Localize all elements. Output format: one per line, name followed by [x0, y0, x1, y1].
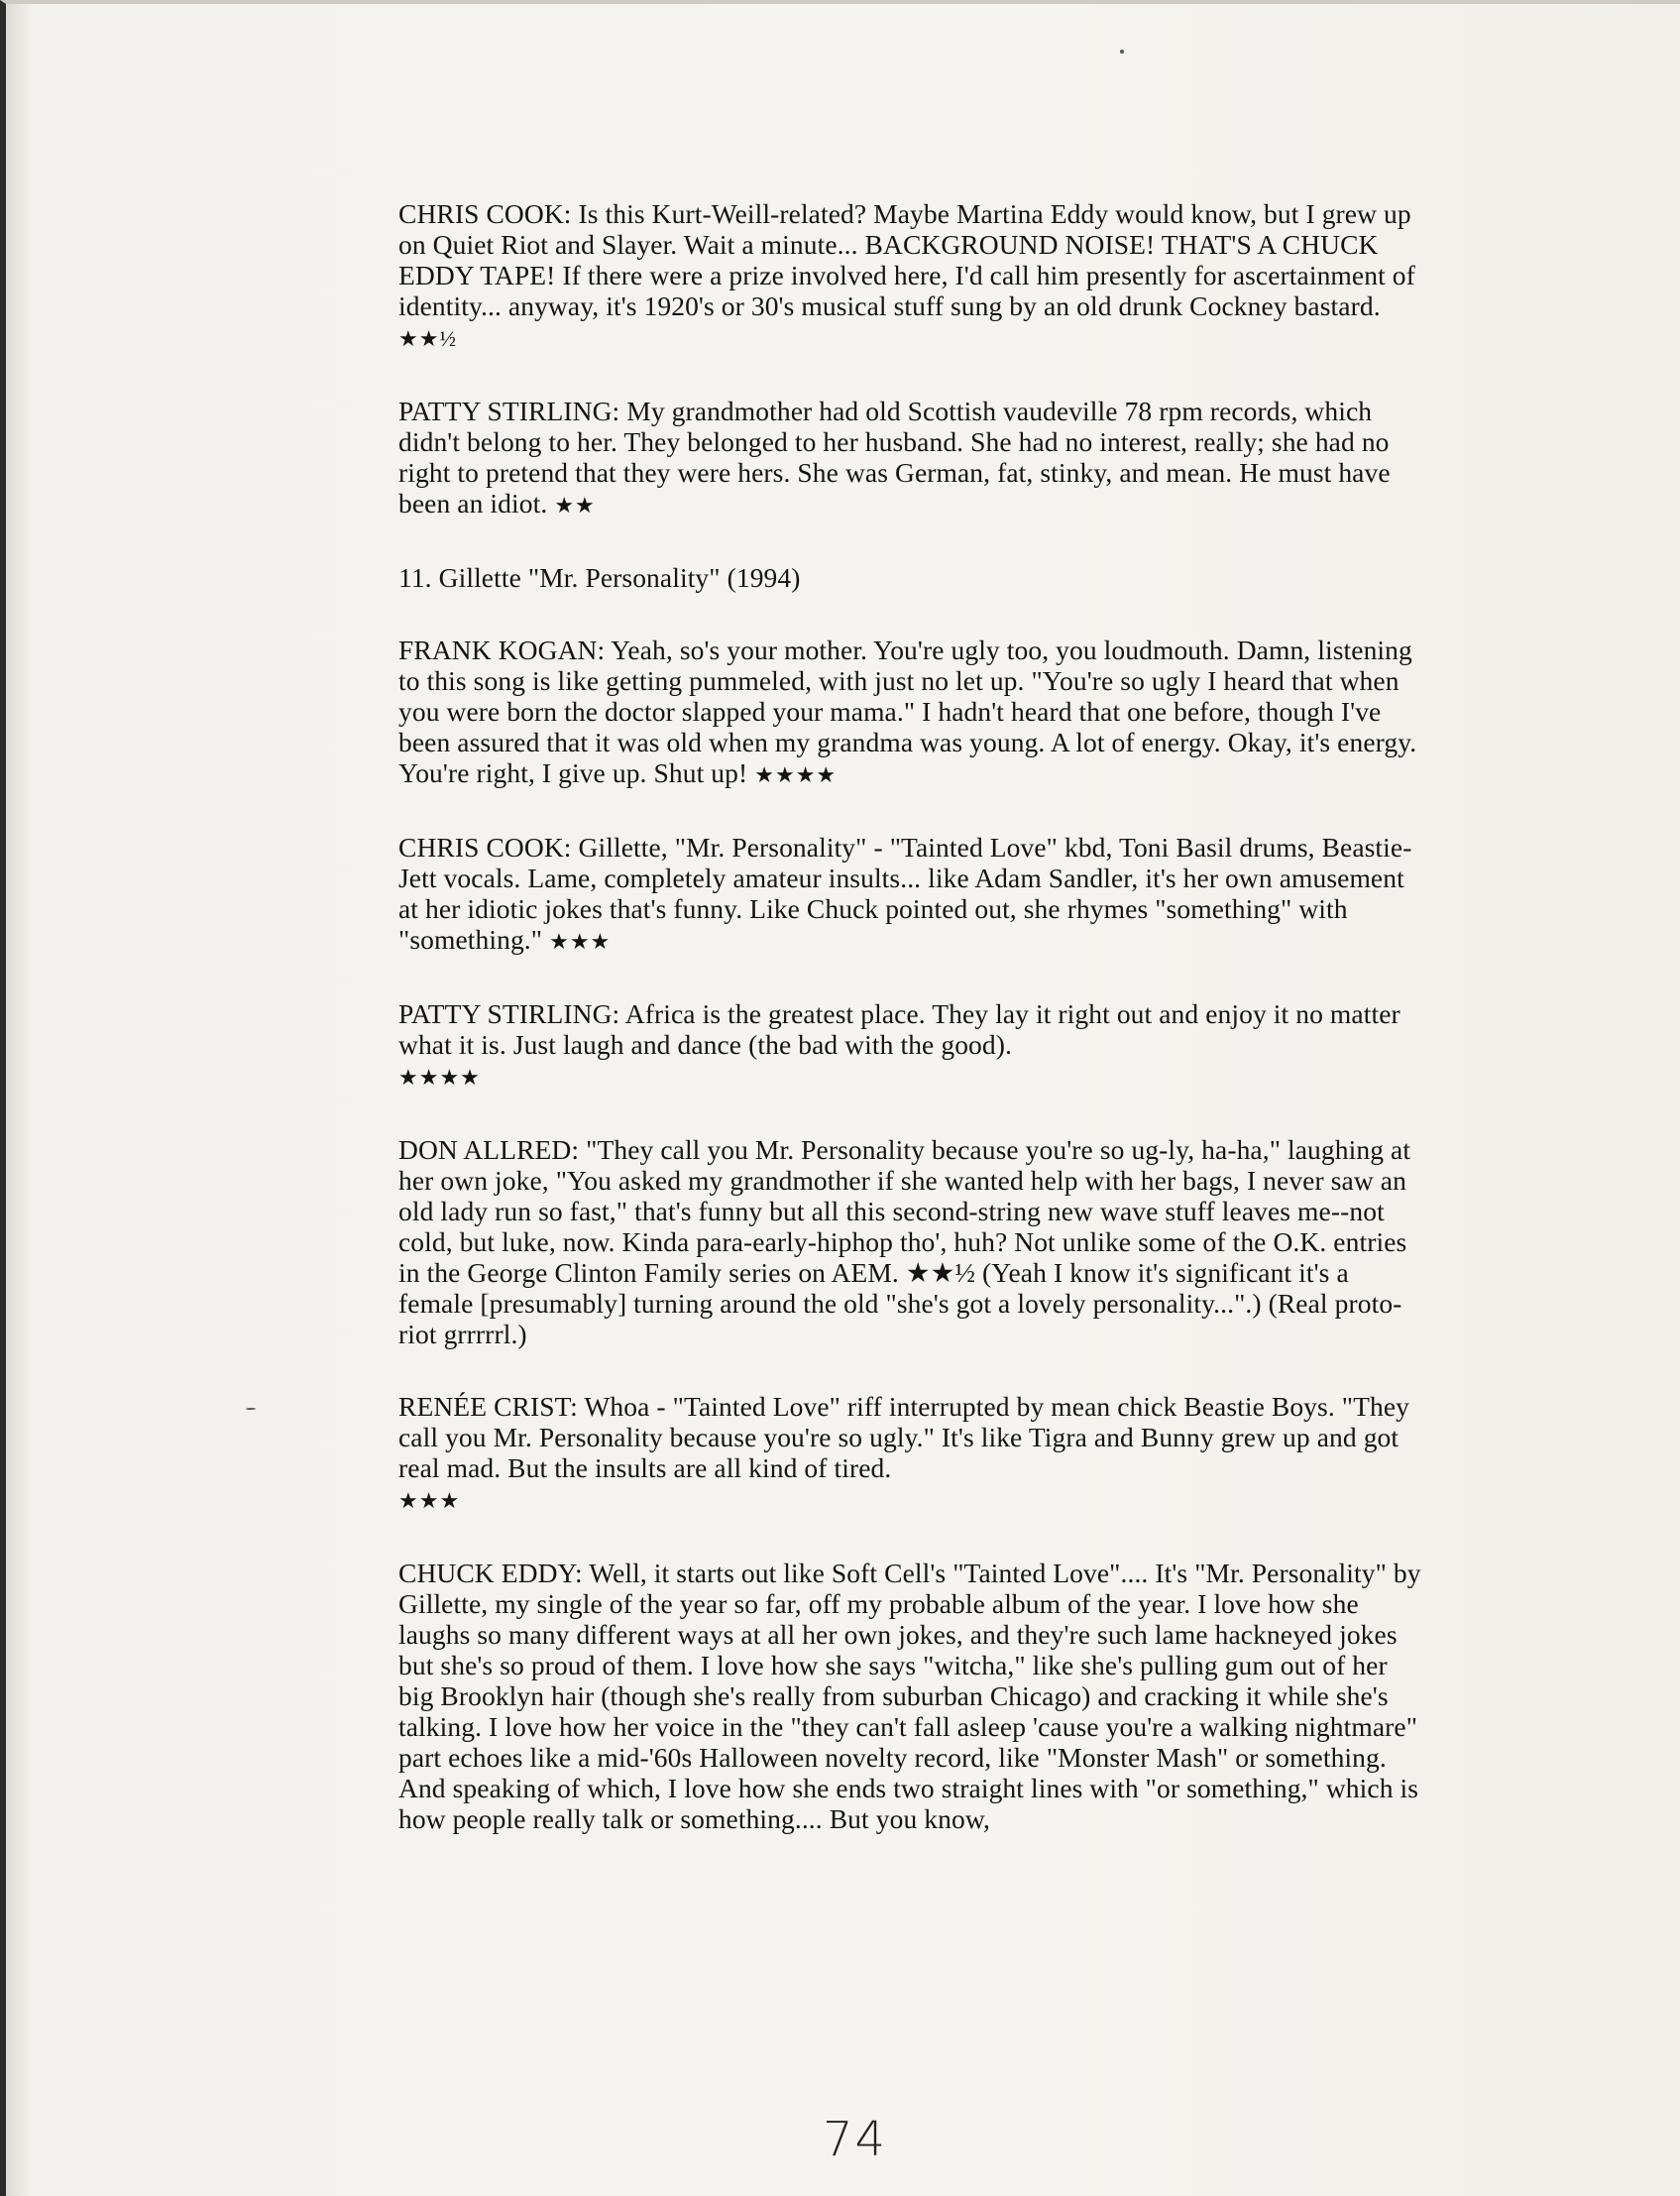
page-number: 74 — [823, 2112, 888, 2167]
reviewer-name: RENÉE CRIST: — [398, 1391, 578, 1422]
rating-stars: ★★★ — [398, 1488, 461, 1513]
review-entry — [398, 1558, 1429, 1834]
rating-stars: ★★★★ — [398, 1065, 481, 1090]
rating-stars: ★★ — [554, 493, 596, 518]
document-body — [398, 198, 1429, 1876]
review-entry — [398, 832, 1429, 957]
reviewer-name: CHRIS COOK: — [398, 832, 572, 863]
reviewer-name: CHRIS COOK: — [398, 198, 572, 229]
reviewer-name: FRANK KOGAN: — [398, 635, 606, 665]
review-paragraph — [398, 198, 1429, 354]
scan-speck — [246, 1408, 256, 1410]
review-text: Well, it starts out like Soft Cell's "Tainted Love".... It's "Mr. Personality" by Gillette, my single of the year so far, off my probable album of the year. I love how she laughs so many different ways at all her own jokes, and they're such lame hackneyed jokes but she's so proud of them. I love how she says "witcha," like she's pulling gum out of her big Brooklyn hair (though she's really from suburban Chicago) and cracking it while she's talking. I love how her voice in the "they can't fall asleep 'cause you're a walking nightmare" part echoes like a mid-'60s Halloween novelty record, like "Monster Mash" or something. And speaking of which, I love how she ends two straight lines with "or something," which is how people really talk or something.... But you know, — [398, 1558, 1421, 1834]
rating-stars: ★★★ — [549, 929, 612, 954]
review-entry — [398, 1134, 1429, 1349]
track-heading: 11. Gillette "Mr. Personality" (1994) — [398, 562, 801, 593]
review-paragraph — [398, 396, 1429, 520]
scan-speck — [1120, 50, 1124, 54]
review-text: Gillette, "Mr. Personality" - "Tainted Love" kbd, Toni Basil drums, Beastie-Jett vocals. Lame, completely amateur insults... like Adam Sandler, it's her own amusement at her idiotic jokes that's funny. Like Chuck pointed out, she rhymes "something" with "something." — [398, 832, 1412, 955]
reviewer-name: CHUCK EDDY: — [398, 1558, 583, 1588]
review-entry — [398, 1391, 1429, 1516]
review-entry — [398, 396, 1429, 520]
rating-line — [398, 1483, 1429, 1516]
rating-stars: ★★½ — [398, 326, 457, 351]
reviewer-name: DON ALLRED: — [398, 1134, 580, 1165]
review-paragraph — [398, 998, 1429, 1060]
review-entry — [398, 198, 1429, 354]
review-paragraph — [398, 1558, 1429, 1834]
review-text: Whoa - "Tainted Love" riff interrupted by mean chick Beastie Boys. "They call you Mr. Personality because you're so ugly." It's like Tigra and Bunny grew up and got real mad. But the insults are all kind of tired. — [398, 1391, 1410, 1483]
reviewer-name: PATTY STIRLING: — [398, 396, 620, 426]
rating-line — [398, 1060, 1429, 1093]
review-paragraph — [398, 1391, 1429, 1483]
review-entry — [398, 998, 1429, 1093]
review-text: Africa is the greatest place. They lay it right out and enjoy it no matter what it is. Just laugh and dance (the bad with the good). — [398, 998, 1400, 1060]
review-paragraph — [398, 1134, 1429, 1349]
review-text: Is this Kurt-Weill-related? Maybe Martina Eddy would know, but I grew up on Quiet Riot and Slayer. Wait a minute... BACKGROUND NOISE! THAT'S A CHUCK EDDY TAPE! If there were a prize involved here, I'd call him presently for ascertainment of identity... anyway, it's 1920's or 30's musical stuff sung by an old drunk Cockney bastard. — [398, 198, 1415, 321]
reviewer-name: PATTY STIRLING: — [398, 998, 620, 1029]
review-paragraph — [398, 832, 1429, 957]
review-paragraph — [398, 635, 1429, 790]
review-text: Yeah, so's your mother. You're ugly too, you loudmouth. Damn, listening to this song is like getting pummeled, with just no let up. "You're so ugly I heard that when you were born the doctor slapped your mama." I hadn't heard that one before, though I've been assured that it was old when my grandma was young. A lot of energy. Okay, it's energy. You're right, I give up. Shut up! — [398, 635, 1417, 788]
review-text: My grandmother had old Scottish vaudeville 78 rpm records, which didn't belong to her. They belonged to her husband. She had no interest, really; she had no right to pretend that they were hers. She was German, fat, stinky, and mean. He must have been an idiot. — [398, 396, 1391, 519]
review-entry — [398, 635, 1429, 790]
rating-stars: ★★★★ — [754, 762, 838, 787]
review-text: "They call you Mr. Personality because you're so ug-ly, ha-ha," laughing at her own joke, "You asked my grandmother if she wanted help with her bags, I never saw an old lady run so fast," that's funny but all this second-string new wave stuff leaves me--not cold, but luke, now. Kinda para-early-hiphop tho', huh? Not unlike some of the O.K. entries in the George Clinton Family series on AEM. ★★½ (Yeah I know it's significant it's a female [presumably] turning around the old "she's got a lovely personality...".) (Real proto-riot grrrrrl.) — [398, 1134, 1411, 1349]
